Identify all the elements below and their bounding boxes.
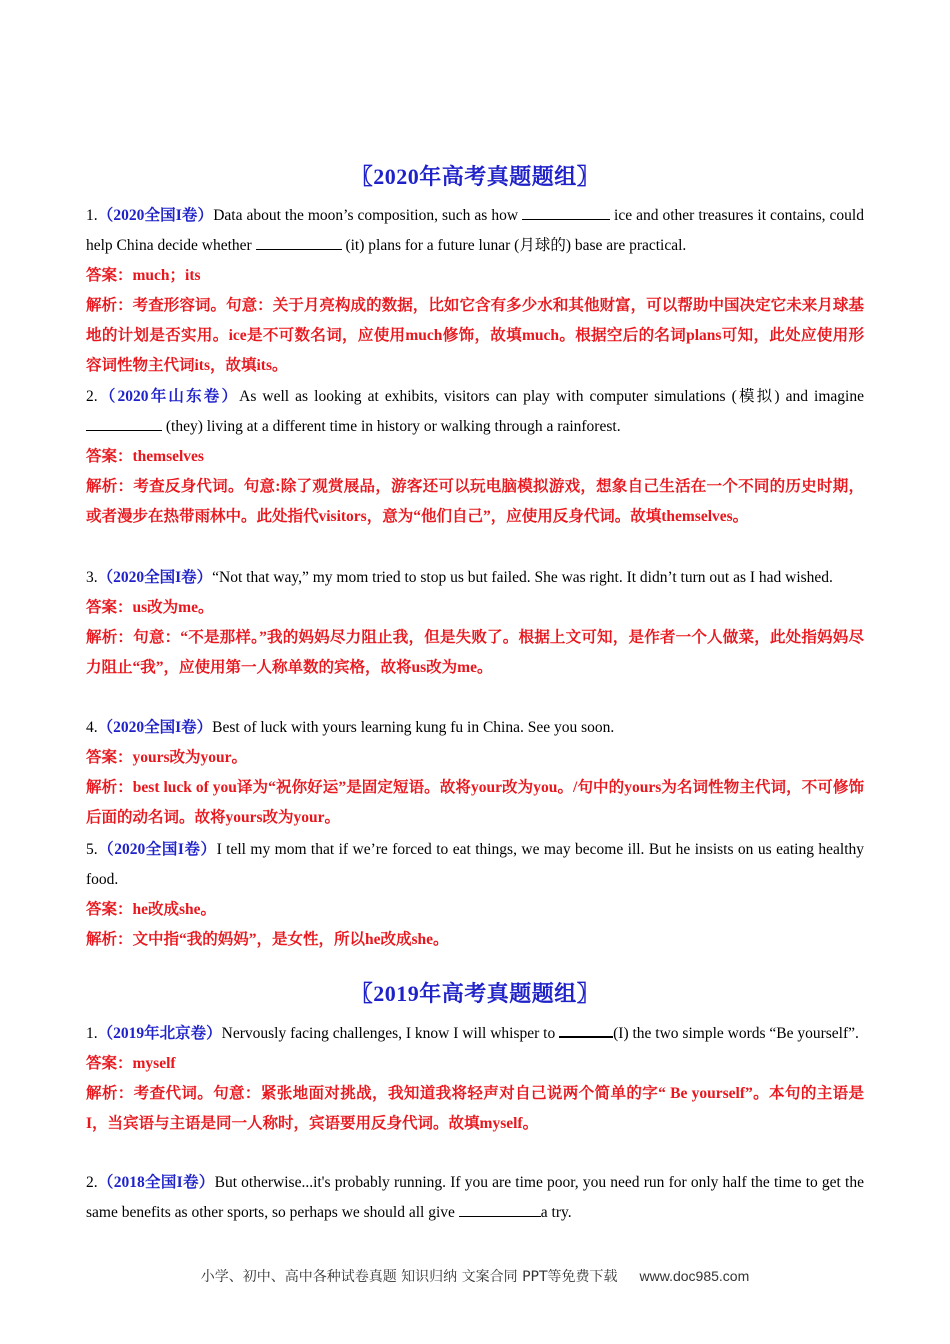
answer-blank bbox=[256, 231, 342, 250]
explanation-text: 解析：考查代词。句意：紧张地面对挑战，我知道我将轻声对自己说两个简单的字“ Be yourself”。本句的主语是I，当宾语与主语是同一人称时，宾语要用反身代词。故填myself。 bbox=[86, 1085, 864, 1132]
question-source: （2020全国I卷） bbox=[97, 841, 217, 858]
explanation-text: 解析：考查反身代词。句意:除了观赏展品，游客还可以玩电脑模拟游戏，想象自己生活在一个不同的历史时期，或者漫步在热带雨林中。此处指代visitors，意为“他们自己”，应使用反身代词。故填themselves。 bbox=[86, 478, 864, 525]
question-block bbox=[86, 1168, 864, 1228]
section-title-2020: 〖2020年高考真题题组〗 bbox=[350, 164, 600, 189]
answer-line: 答案：yours改为your。 bbox=[86, 749, 248, 766]
question-text: 1.（2019年北京卷）Nervously facing challenges, I know I will whisper to (I) the two simple words “Be yourself”. bbox=[86, 1018, 864, 1049]
question-source: （2020全国I卷） bbox=[97, 719, 213, 736]
question-text: 4.（2020全国I卷）Best of luck with yours learning kung fu in China. See you soon. bbox=[86, 719, 615, 736]
explanation-text: 解析：文中指“我的妈妈”，是女性，所以he改成she。 bbox=[86, 931, 449, 948]
question-text: 5.（2020全国I卷）I tell my mom that if we’re forced to eat things, we may become ill. But he insists on us eating healthy food. bbox=[86, 841, 864, 888]
answer-line: 答案：he改成she。 bbox=[86, 901, 217, 918]
footer-url-link[interactable]: www.doc985.com bbox=[639, 1268, 750, 1284]
answer-blank bbox=[559, 1018, 613, 1038]
answer-line: 答案：us改为me。 bbox=[86, 599, 214, 616]
question-block bbox=[86, 563, 864, 683]
question-source: （2020全国I卷） bbox=[97, 569, 213, 586]
question-block bbox=[86, 382, 864, 532]
question-source: （2020年山东卷） bbox=[97, 388, 240, 405]
question-block bbox=[86, 201, 864, 381]
question-text: 2.（2020年山东卷）As well as looking at exhibits, visitors can play with computer simulations (模拟) and imagine (they) living at a different time in history or walking through a rainforest. bbox=[86, 388, 864, 435]
answer-line: 答案：much；its bbox=[86, 267, 201, 284]
question-text: 2.（2018全国I卷）But otherwise...it's probably running. If you are time poor, you need run for only half the time to get the same benefits as other sports, so perhaps we should all give a try. bbox=[86, 1174, 864, 1221]
footer-text: 小学、初中、高中各种试卷真题 知识归纳 文案合同 PPT等免费下载 bbox=[200, 1269, 618, 1285]
answer-blank bbox=[459, 1198, 541, 1217]
explanation-text: 解析：考查形容词。句意：关于月亮构成的数据，比如它含有多少水和其他财富，可以帮助中国决定它未来月球基地的计划是否实用。ice是不可数名词，应使用much修饰，故填much。根据空后的名词plans可知，此处应使用形容词性物主代词its，故填its。 bbox=[86, 297, 864, 374]
question-block bbox=[86, 835, 864, 955]
answer-blank bbox=[86, 412, 162, 431]
page-footer bbox=[0, 1266, 950, 1286]
question-text: 3.（2020全国I卷）“Not that way,” my mom tried to stop us but failed. She was right. It didn’t turn out as I had wished. bbox=[86, 569, 833, 586]
question-source: （2020全国I卷） bbox=[97, 207, 214, 224]
question-block bbox=[86, 1018, 864, 1139]
explanation-text: 解析：句意：“不是那样。”我的妈妈尽力阻止我，但是失败了。根据上文可知，是作者一个人做菜，此处指妈妈尽力阻止“我”，应使用第一人称单数的宾格，故将us改为me。 bbox=[86, 629, 864, 676]
question-block bbox=[86, 713, 864, 833]
explanation-text: 解析：best luck of you译为“祝你好运”是固定短语。故将your改为you。/句中的yours为名词性物主代词，不可修饰后面的动名词。故将yours改为your。 bbox=[86, 779, 864, 826]
question-source: （2018全国I卷） bbox=[97, 1174, 215, 1191]
question-text: 1.（2020全国I卷）Data about the moon’s composition, such as how ice and other treasures it contains, could help China decide whether (it) plans for a future lunar (月球的) base are practical. bbox=[86, 201, 864, 261]
answer-blank bbox=[522, 201, 610, 220]
answer-line: 答案：myself bbox=[86, 1055, 176, 1072]
answer-line: 答案：themselves bbox=[86, 448, 204, 465]
question-source: （2019年北京卷） bbox=[97, 1025, 222, 1042]
section-title-2019: 〖2019年高考真题题组〗 bbox=[350, 981, 600, 1006]
